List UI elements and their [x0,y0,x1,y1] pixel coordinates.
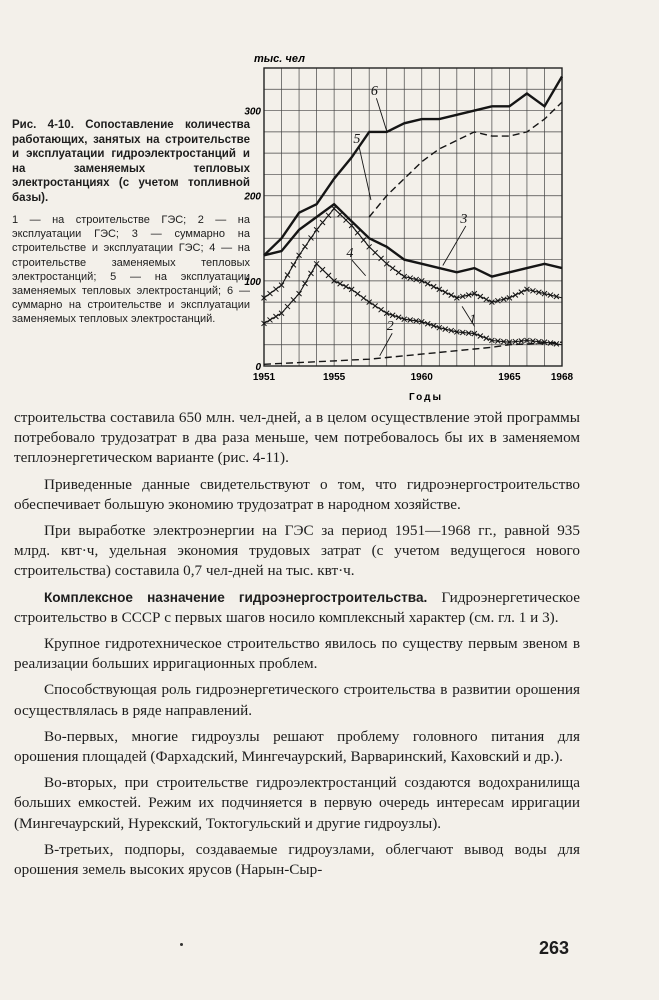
chart-grid [264,68,562,366]
series-2-label: 2 [386,319,394,335]
series-4-marker [379,256,384,261]
series-4-label: 4 [346,246,354,262]
series-5-line [369,102,562,217]
chart-svg [244,48,574,420]
series-1-marker [303,281,308,286]
figure-caption-title: Рис. 4-10. Сопоставление количества работающих, занятых на строительстве и эксплуатации гидроэлектростанций и на заменяемых тепловых электростанциях (с учетом топливной базы). [12,119,250,204]
figure-caption [12,118,250,327]
paragraph-4-text: Гидроэнергетическое строительство в СССР с первых шагов носило комплексный характер (см. гл. 1 и 3). [14,588,580,626]
line-chart [244,48,574,420]
series-2-line [264,342,562,364]
series-6-label: 6 [370,84,378,100]
paragraph-6: Способствующая роль гидроэнергетического строительства в развитии орошения осуществлялась в ряде направлений. [14,681,580,719]
series-4-marker [320,220,325,225]
paragraph-1: строительства составила 650 млн. чел-дней, а в целом осуществление этой программы потребовало трудозатрат в два раза меньше, чем потребовалось бы их в заменяемом теплоэнергетическом варианте (рис. 4-11). [14,409,580,467]
series-1-marker [431,323,436,328]
paragraph-3: При выработке электроэнергии на ГЭС за период 1951—1968 гг., равной 935 млрд. квт·ч, удельная экономия трудовых затрат (с учетом ведущегося нового строительства) составила 0,7 чел-дней на тыс. квт·ч. [14,522,580,580]
chart-labels [243,84,573,383]
series-4-marker [390,266,395,271]
series-4-leader [352,260,366,276]
series-1-marker [355,291,360,296]
x-tick-label: 1955 [322,372,346,383]
series-4-marker [425,281,430,286]
series-1-marker [338,281,343,286]
series-4-marker [355,230,360,235]
series-3-label: 3 [460,211,468,227]
series-1-marker [344,284,349,289]
paragraph-9: В-третьих, подпоры, создаваемые гидроузлами, облегчают вывод воды для орошения земель высоких ярусов (Нарын-Сыр- [14,840,580,879]
paragraph-7: Во-первых, многие гидроузлы решают проблему головного питания для орошения площадей (Фархадский, Мингечаурский, Варваринский, Каховский и др.). [14,727,580,766]
series-1-marker [373,303,378,308]
series-4-marker [443,290,448,295]
series-6-leader [376,98,386,131]
paragraph-5: Крупное гидротехническое строительство явилось по существу первым звеном в реализации больших ирригационных проблем. [14,635,580,673]
series-1-marker [273,314,278,319]
series-4-marker [396,270,401,275]
y-axis-label: тыс. чел [254,53,305,65]
series-5-label: 5 [353,131,361,147]
series-4-marker [484,297,489,302]
x-tick-label: 1951 [252,372,276,383]
series-1-marker [484,336,489,341]
series-1-marker [390,313,395,318]
x-tick-label: 1968 [550,372,574,383]
series-4-marker [273,287,278,292]
series-4-marker [303,244,308,249]
series-6-line [264,77,562,256]
x-axis-label: Годы [408,392,444,403]
series-1-marker [478,333,483,338]
paragraph-2: Приведенные данные свидетельствуют о том, что гидроэнергостроительство обеспечивает большую экономию трудозатрат в народном хозяйстве. [14,475,580,513]
series-4-marker [267,291,272,296]
print-dot [180,943,183,946]
series-4-marker [291,262,296,267]
series-4-marker [519,290,524,295]
y-tick-label: 300 [244,106,261,118]
series-1-label: 1 [469,312,477,328]
series-1-marker [326,273,331,278]
series-4-marker [373,250,378,255]
y-tick-label: 100 [244,276,261,288]
chart-series [262,77,563,365]
series-4-marker [513,292,518,297]
series-1-marker [308,271,313,276]
series-4-marker [338,212,343,217]
series-4-marker [431,284,436,289]
series-1-marker [291,297,296,302]
series-4-marker [449,293,454,298]
section-heading: Комплексное назначение гидроэнергостроительства. [44,589,428,605]
paragraph-8: Во-вторых, при строительстве гидроэлектростанций создаются водохранилища больших емкостей. Режим их подчиняется в первую очередь интересам ирригации (Мингечаурский, Нурекский, Токтогульский и другие гидроузлы). [14,774,580,832]
paragraph-4 [14,588,580,628]
page-number: 263 [539,938,570,958]
figure-caption-legend: 1 — на строительстве ГЭС; 2 — на эксплуатации ГЭС; 3 — суммарно на строительстве и эксплуатации ГЭС; 4 — на строительстве заменяемых тепловых электростанций; 5 — на эксплуатации заменяемых тепловых электростанций; 6 — суммарно на строительстве и эксплуатации заменяемых тепловых электростанций. [12,214,250,326]
series-1-marker [379,307,384,312]
x-tick-label: 1960 [410,372,433,383]
series-4-marker [344,218,349,223]
series-4-marker [478,294,483,299]
y-tick-label: 0 [255,362,261,373]
y-tick-label: 200 [244,191,261,203]
series-1-marker [320,267,325,272]
series-1-marker [285,304,290,309]
series-1-marker [361,296,366,301]
body-text [14,408,580,886]
series-4-marker [285,272,290,277]
series-1-marker [267,317,272,322]
x-tick-label: 1965 [498,372,521,383]
